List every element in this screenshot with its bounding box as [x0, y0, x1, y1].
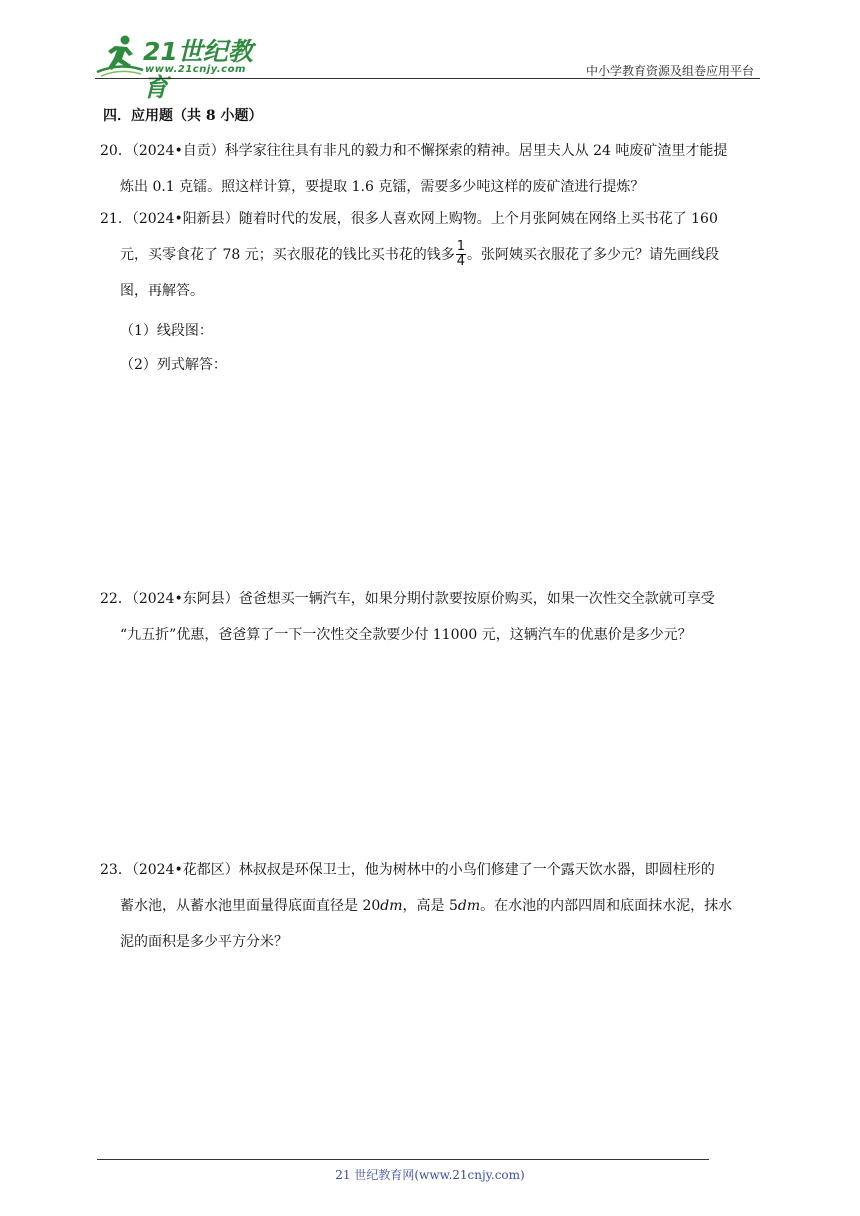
question-21-text-a: 元，买零食花了 78 元；买衣服花的钱比买书花的钱多	[120, 247, 455, 263]
question-21-text-b: 。张阿姨买衣服花了多少元？请先画线段	[467, 247, 719, 263]
platform-name: 中小学教育资源及组卷应用平台	[585, 64, 754, 78]
question-22-line-1: 22．（2024•东阿县）爸爸想买一辆汽车，如果分期付款要按原价购买，如果一次性交全款就可享受	[100, 591, 715, 607]
question-20-line-2: 炼出 0.1 克镭。照这样计算，要提取 1.6 克镭，需要多少吨这样的废矿渣进行提炼？	[120, 179, 645, 195]
question-21-part-2: （2）列式解答：	[120, 357, 227, 373]
question-21-part-1: （1）线段图：	[120, 323, 213, 339]
question-20	[100, 133, 765, 205]
question-23-line-1: 23．（2024•花都区）林叔叔是环保卫士，他为树林中的小鸟们修建了一个露天饮水器，即圆柱形的	[100, 862, 715, 878]
question-23-line-2	[100, 888, 765, 924]
question-21-line-2	[100, 237, 765, 273]
fraction-denominator: 4	[456, 253, 465, 269]
question-21-line-1: 21．（2024•阳新县）随着时代的发展，很多人喜欢网上购物。上个月张阿姨在网络上买书花了 160	[100, 211, 718, 227]
site-logo	[95, 32, 265, 102]
question-22	[100, 581, 765, 653]
question-23	[100, 852, 765, 960]
header-divider	[95, 78, 760, 79]
logo-url: www.21cnjy.com	[145, 64, 246, 75]
page-header	[95, 30, 760, 102]
unit-dm: dm	[380, 898, 403, 914]
unit-dm: dm	[457, 898, 481, 914]
question-22-line-2: “九五折”优惠，爸爸算了一下一次性交全款要少付 11000 元，这辆汽车的优惠价是多少元？	[120, 627, 692, 643]
question-21-line-3: 图，再解答。	[120, 283, 204, 299]
footer-divider	[97, 1159, 709, 1160]
question-20-line-1: 20．（2024•自贡）科学家往往具有非凡的毅力和不懈探索的精神。居里夫人从 24 吨废矿渣里才能提	[100, 143, 728, 159]
question-21	[100, 201, 765, 309]
question-23-line-3: 泥的面积是多少平方分米？	[120, 934, 288, 950]
section-title: 四．应用题（共 8 小题）	[103, 108, 263, 124]
footer-link[interactable]: 21 世纪教育网(www.21cnjy.com)	[335, 1168, 525, 1182]
fraction-one-quarter	[456, 240, 466, 269]
runner-logo-icon	[95, 32, 145, 78]
question-23-text-c: 。在水池的内部四周和底面抹水泥，抹水	[480, 898, 733, 914]
logo-title: 21世纪教育	[143, 37, 253, 102]
question-23-text-a: 蓄水池，从蓄水池里面量得底面直径是 20	[120, 898, 381, 914]
fraction-numerator: 1	[456, 238, 465, 254]
question-23-text-b: ，高是 5	[402, 898, 458, 914]
